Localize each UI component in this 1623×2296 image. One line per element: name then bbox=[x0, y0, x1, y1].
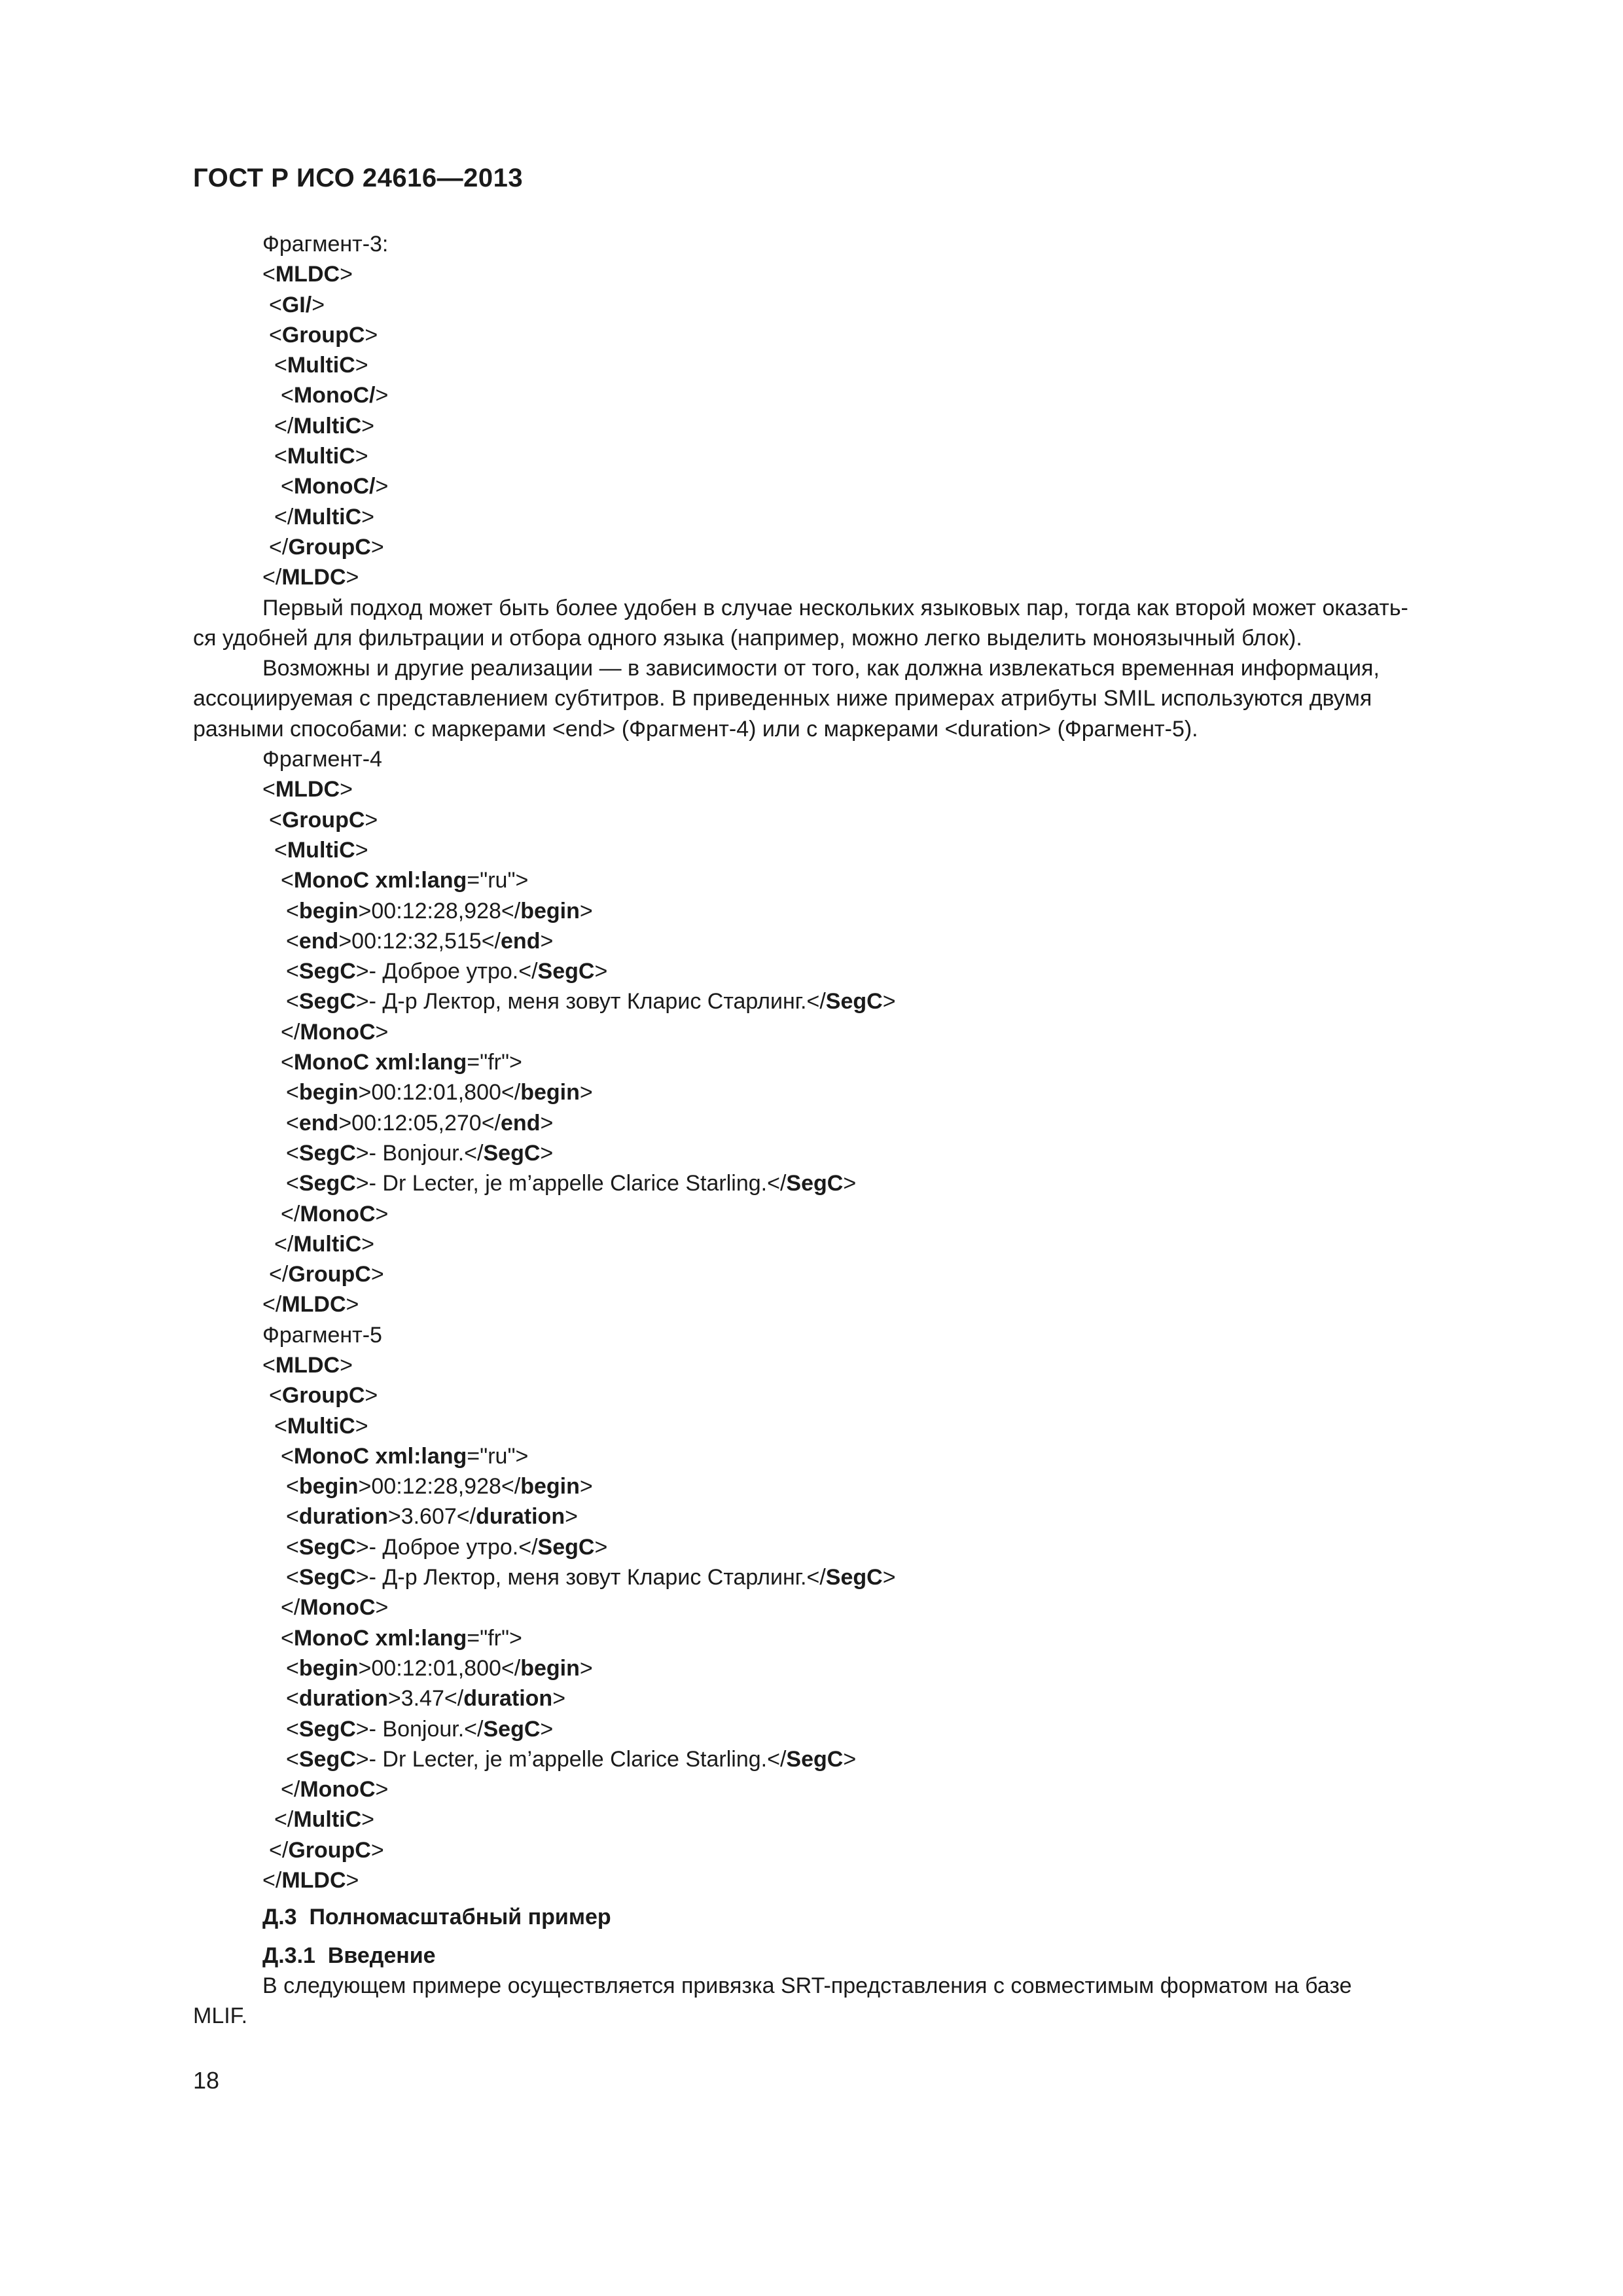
code-punct: </ bbox=[262, 1292, 282, 1318]
code-punct: > bbox=[579, 1080, 593, 1105]
code-punct: </ bbox=[274, 413, 294, 439]
code-tag: SegC bbox=[298, 1716, 356, 1742]
code-punct: < bbox=[281, 868, 294, 893]
code-tag: duration bbox=[298, 1686, 388, 1712]
code-text bbox=[269, 1262, 384, 1287]
code-punct: > bbox=[355, 989, 369, 1014]
code-punct: > bbox=[375, 383, 389, 408]
code-punct: < bbox=[286, 1746, 299, 1772]
code-tag: SegC bbox=[298, 989, 356, 1014]
code-text bbox=[281, 1020, 388, 1045]
code-tag: GroupC bbox=[281, 807, 365, 833]
code-punct: < bbox=[286, 1655, 299, 1681]
code-value: - Dr Lecter, je m’appelle Clarice Starling. bbox=[368, 1746, 768, 1772]
code-tag: MonoC xml:lang bbox=[293, 1625, 467, 1651]
code-punct: < bbox=[269, 1383, 282, 1408]
code-tag: MonoC bbox=[300, 1019, 376, 1045]
code-punct: > bbox=[387, 1504, 401, 1530]
code-punct: < bbox=[286, 1534, 299, 1560]
code-punct: > bbox=[594, 959, 608, 984]
code-punct: < bbox=[281, 383, 294, 408]
code-line bbox=[193, 1774, 1498, 1804]
code-punct: < bbox=[286, 1110, 299, 1136]
code-value: - Доброе утро. bbox=[368, 959, 519, 984]
code-value: - Д-р Лектор, меня зовут Кларис Старлинг. bbox=[368, 1565, 807, 1590]
code-line bbox=[193, 1411, 1498, 1441]
code-punct: > bbox=[355, 1746, 369, 1772]
code-punct: > bbox=[340, 1352, 353, 1378]
code-value: 00:12:28,928 bbox=[371, 898, 501, 924]
code-punct: </ bbox=[456, 1504, 476, 1530]
code-line bbox=[193, 1077, 1498, 1107]
code-text bbox=[281, 1777, 388, 1802]
code-punct: < bbox=[269, 322, 282, 348]
code-tag: MonoC bbox=[300, 1777, 376, 1803]
code-tag: MLDC bbox=[281, 565, 346, 590]
code-tag: GroupC bbox=[288, 1262, 371, 1287]
fragment-label: Фрагмент-3: bbox=[262, 232, 389, 257]
code-punct: > bbox=[375, 1595, 389, 1621]
code-punct: </ bbox=[444, 1686, 464, 1712]
code-tag: SegC bbox=[786, 1746, 844, 1772]
code-line bbox=[193, 380, 1498, 410]
code-punct: < bbox=[281, 1443, 294, 1469]
code-punct: </ bbox=[767, 1746, 787, 1772]
code-tag: duration bbox=[463, 1686, 553, 1712]
code-punct: > bbox=[355, 959, 369, 984]
code-punct: > bbox=[843, 1746, 857, 1772]
code-text bbox=[274, 838, 368, 863]
code-punct: < bbox=[286, 898, 299, 924]
code-value: ="fr"> bbox=[467, 1050, 522, 1075]
code-line bbox=[193, 865, 1498, 895]
code-line bbox=[193, 926, 1498, 956]
code-tag: duration bbox=[476, 1504, 565, 1530]
code-line bbox=[193, 1168, 1498, 1198]
code-tag: begin bbox=[520, 1474, 580, 1499]
code-line bbox=[193, 1501, 1498, 1532]
code-punct: < bbox=[262, 777, 276, 802]
page-number: 18 bbox=[193, 2067, 220, 2094]
code-tag: MultiC bbox=[287, 1413, 355, 1439]
code-line bbox=[193, 1714, 1498, 1744]
code-punct: > bbox=[355, 1716, 369, 1742]
section-heading-d3: Д.3 Полномасштабный пример bbox=[262, 1905, 611, 1930]
code-line bbox=[193, 320, 1498, 350]
code-text bbox=[281, 1595, 388, 1620]
code-line bbox=[193, 1592, 1498, 1623]
code-tag: MonoC xml:lang bbox=[293, 1443, 467, 1469]
code-punct: < bbox=[262, 262, 276, 287]
code-punct: </ bbox=[274, 1231, 294, 1257]
paragraph-2 bbox=[193, 653, 1498, 744]
code-value: ="ru"> bbox=[467, 1443, 529, 1469]
code-tag: MultiC bbox=[287, 444, 355, 469]
code-punct: > bbox=[338, 928, 352, 954]
code-line bbox=[193, 562, 1498, 592]
paragraph-line: ассоциируемая с представлением субтитров. В приведенных ниже примерах атрибуты SMIL используются двумя bbox=[193, 686, 1372, 711]
code-punct: > bbox=[375, 474, 389, 499]
code-text bbox=[274, 1807, 374, 1832]
code-punct: </ bbox=[501, 1080, 521, 1105]
code-punct: > bbox=[340, 777, 353, 802]
code-punct: > bbox=[375, 1201, 389, 1227]
code-punct: </ bbox=[481, 928, 501, 954]
code-punct: > bbox=[340, 262, 353, 287]
code-punct: </ bbox=[281, 1019, 300, 1045]
code-line bbox=[193, 471, 1498, 501]
code-line bbox=[193, 1835, 1498, 1865]
code-line bbox=[193, 411, 1498, 441]
code-value: 00:12:05,270 bbox=[351, 1110, 482, 1136]
code-punct: < bbox=[286, 1474, 299, 1499]
code-punct: < bbox=[286, 1504, 299, 1530]
code-line bbox=[193, 1229, 1498, 1259]
code-tag: begin bbox=[298, 898, 359, 924]
code-line bbox=[193, 1441, 1498, 1471]
code-tag: MLDC bbox=[275, 1352, 340, 1378]
code-value: ="ru"> bbox=[467, 868, 529, 893]
code-punct: </ bbox=[767, 1171, 787, 1196]
code-punct: </ bbox=[269, 534, 289, 560]
code-tag: MultiC bbox=[293, 1807, 362, 1833]
paragraph-line: В следующем примере осуществляется привязка SRT-представления с совместимым форматом на базе bbox=[262, 1973, 1352, 1998]
code-punct: < bbox=[269, 292, 282, 317]
code-value: 3.47 bbox=[401, 1686, 444, 1712]
code-punct: > bbox=[579, 1655, 593, 1681]
code-text bbox=[262, 777, 353, 802]
code-line bbox=[193, 986, 1498, 1016]
document-header: ГОСТ Р ИСО 24616—2013 bbox=[193, 164, 524, 192]
paragraph-line: MLIF. bbox=[193, 2003, 248, 2029]
code-punct: > bbox=[358, 898, 372, 924]
code-text bbox=[262, 1292, 359, 1317]
code-punct: > bbox=[355, 444, 368, 469]
code-punct: > bbox=[355, 1171, 369, 1196]
code-punct: > bbox=[361, 413, 375, 439]
code-line bbox=[193, 956, 1498, 986]
code-punct: < bbox=[281, 1625, 294, 1651]
code-line bbox=[193, 1199, 1498, 1229]
code-line bbox=[193, 774, 1498, 804]
fragment-label: Фрагмент-4 bbox=[262, 747, 382, 772]
code-punct: > bbox=[358, 1080, 372, 1105]
code-punct: </ bbox=[501, 898, 521, 924]
code-punct: < bbox=[286, 928, 299, 954]
code-line bbox=[193, 1562, 1498, 1592]
code-line bbox=[193, 1532, 1498, 1562]
code-tag: MLDC bbox=[275, 777, 340, 802]
code-tag: MonoC/ bbox=[293, 474, 376, 499]
code-punct: </ bbox=[274, 1807, 294, 1833]
code-line bbox=[193, 1138, 1498, 1168]
code-line bbox=[193, 441, 1498, 471]
code-value: 00:12:01,800 bbox=[371, 1655, 501, 1681]
code-line bbox=[193, 1744, 1498, 1774]
code-punct: > bbox=[365, 1383, 378, 1408]
code-tag: MultiC bbox=[293, 504, 362, 529]
code-punct: > bbox=[361, 1807, 375, 1833]
code-punct: < bbox=[286, 959, 299, 984]
code-punct: > bbox=[346, 1868, 359, 1893]
code-punct: < bbox=[286, 1140, 299, 1166]
code-text bbox=[274, 1232, 374, 1257]
code-punct: > bbox=[355, 1413, 368, 1439]
code-punct: > bbox=[355, 1565, 369, 1590]
code-punct: < bbox=[262, 1352, 276, 1378]
code-tag: GroupC bbox=[288, 1837, 371, 1863]
code-punct: </ bbox=[262, 1868, 282, 1893]
code-punct: < bbox=[274, 837, 287, 863]
code-tag: MultiC bbox=[287, 353, 355, 378]
code-punct: < bbox=[274, 1413, 287, 1439]
code-text bbox=[281, 1202, 388, 1227]
code-line bbox=[193, 1380, 1498, 1410]
code-tag: SegC bbox=[298, 959, 356, 984]
code-tag: begin bbox=[298, 1080, 359, 1105]
code-line bbox=[193, 1653, 1498, 1683]
code-line bbox=[193, 805, 1498, 835]
code-punct: > bbox=[882, 989, 896, 1014]
code-punct: > bbox=[312, 292, 325, 317]
code-tag: MultiC bbox=[293, 1231, 362, 1257]
code-punct: > bbox=[346, 565, 359, 590]
code-value: - Bonjour. bbox=[368, 1716, 465, 1742]
code-value: 00:12:32,515 bbox=[351, 928, 482, 954]
code-punct: </ bbox=[806, 1565, 826, 1590]
code-text bbox=[269, 808, 378, 833]
fragment-4 bbox=[193, 744, 1498, 1320]
code-punct: < bbox=[286, 1716, 299, 1742]
code-tag: SegC bbox=[298, 1534, 356, 1560]
code-tag: GroupC bbox=[288, 534, 371, 560]
code-value: - Доброе утро. bbox=[368, 1534, 519, 1560]
code-punct: > bbox=[361, 504, 375, 529]
code-punct: < bbox=[281, 474, 294, 499]
code-punct: > bbox=[882, 1565, 896, 1590]
code-punct: < bbox=[274, 353, 287, 378]
code-line bbox=[193, 1865, 1498, 1895]
code-punct: > bbox=[370, 1837, 384, 1863]
code-tag: begin bbox=[298, 1474, 359, 1499]
code-tag: GI/ bbox=[281, 292, 312, 317]
code-line bbox=[193, 835, 1498, 865]
code-tag: begin bbox=[520, 1080, 580, 1105]
code-punct: </ bbox=[518, 1534, 538, 1560]
code-punct: > bbox=[375, 1777, 389, 1803]
section-heading-d31: Д.3.1 Введение bbox=[262, 1943, 436, 1968]
code-line bbox=[193, 1108, 1498, 1138]
code-tag: begin bbox=[520, 898, 580, 924]
code-tag: SegC bbox=[537, 959, 595, 984]
code-tag: duration bbox=[298, 1504, 388, 1530]
code-punct: > bbox=[346, 1292, 359, 1318]
code-tag: SegC bbox=[298, 1171, 356, 1196]
code-punct: </ bbox=[269, 1262, 289, 1287]
code-tag: end bbox=[501, 928, 541, 954]
code-tag: MLDC bbox=[281, 1868, 346, 1893]
code-punct: </ bbox=[464, 1140, 484, 1166]
code-tag: MonoC/ bbox=[293, 383, 376, 408]
code-line bbox=[193, 1471, 1498, 1501]
code-punct: < bbox=[286, 1080, 299, 1105]
code-punct: < bbox=[286, 989, 299, 1014]
code-punct: > bbox=[355, 1534, 369, 1560]
code-punct: > bbox=[370, 1262, 384, 1287]
code-punct: </ bbox=[806, 989, 826, 1014]
paragraph-line: ся удобней для фильтрации и отбора одного языка (например, можно легко выделить моноязычный блок). bbox=[193, 625, 1302, 651]
code-punct: > bbox=[355, 1140, 369, 1166]
code-tag: SegC bbox=[298, 1565, 356, 1590]
paragraph-3 bbox=[193, 1971, 1498, 2032]
fragment-3 bbox=[193, 229, 1498, 593]
code-punct: > bbox=[540, 1140, 554, 1166]
code-value: 00:12:01,800 bbox=[371, 1080, 501, 1105]
code-punct: < bbox=[269, 807, 282, 833]
code-tag: MonoC xml:lang bbox=[293, 1050, 467, 1075]
code-punct: > bbox=[387, 1686, 401, 1712]
code-punct: </ bbox=[281, 1777, 300, 1803]
code-line bbox=[193, 1623, 1498, 1653]
code-punct: < bbox=[286, 1686, 299, 1712]
code-line bbox=[193, 350, 1498, 380]
code-tag: SegC bbox=[298, 1746, 356, 1772]
code-line bbox=[193, 1350, 1498, 1380]
code-line bbox=[193, 1259, 1498, 1289]
code-value: - Dr Lecter, je m’appelle Clarice Starling. bbox=[368, 1171, 768, 1196]
code-punct: > bbox=[552, 1686, 566, 1712]
code-punct: > bbox=[579, 898, 593, 924]
paragraph-1 bbox=[193, 593, 1498, 654]
code-punct: < bbox=[286, 1565, 299, 1590]
code-punct: < bbox=[281, 1050, 294, 1075]
code-punct: < bbox=[286, 1171, 299, 1196]
document-body bbox=[193, 229, 1498, 2032]
code-punct: > bbox=[579, 1474, 593, 1499]
code-punct: > bbox=[843, 1171, 857, 1196]
code-tag: MonoC xml:lang bbox=[293, 868, 467, 893]
code-text bbox=[269, 1838, 384, 1863]
code-punct: < bbox=[274, 444, 287, 469]
code-punct: > bbox=[338, 1110, 352, 1136]
paragraph-line: разными способами: с маркерами <end> (Фрагмент-4) или с маркерами <duration> (Фрагмент-5). bbox=[193, 716, 1198, 742]
code-tag: MLDC bbox=[275, 262, 340, 287]
code-tag: end bbox=[298, 928, 339, 954]
code-tag: SegC bbox=[298, 1140, 356, 1166]
code-line bbox=[193, 1289, 1498, 1319]
code-text bbox=[274, 1414, 368, 1439]
code-punct: </ bbox=[281, 1201, 300, 1227]
code-text bbox=[262, 1353, 353, 1378]
code-tag: MLDC bbox=[281, 1292, 346, 1318]
code-punct: > bbox=[540, 928, 554, 954]
code-punct: </ bbox=[464, 1716, 484, 1742]
code-punct: </ bbox=[518, 959, 538, 984]
code-tag: SegC bbox=[483, 1140, 541, 1166]
code-tag: SegC bbox=[786, 1171, 844, 1196]
code-line bbox=[193, 1683, 1498, 1713]
code-tag: SegC bbox=[537, 1534, 595, 1560]
code-punct: </ bbox=[269, 1837, 289, 1863]
code-punct: > bbox=[358, 1655, 372, 1681]
code-line bbox=[193, 290, 1498, 320]
code-punct: > bbox=[540, 1716, 554, 1742]
code-value: 3.607 bbox=[401, 1504, 457, 1530]
code-punct: > bbox=[355, 353, 368, 378]
paragraph-line: Первый подход может быть более удобен в случае нескольких языковых пар, тогда как второй может оказать- bbox=[262, 595, 1408, 620]
code-punct: > bbox=[358, 1474, 372, 1499]
code-text bbox=[262, 1868, 359, 1893]
code-punct: </ bbox=[262, 565, 282, 590]
code-tag: end bbox=[298, 1110, 339, 1136]
code-line bbox=[193, 532, 1498, 562]
code-punct: > bbox=[594, 1534, 608, 1560]
paragraph-line: Возможны и другие реализации — в зависимости от того, как должна извлекаться временная информация, bbox=[262, 656, 1380, 681]
code-tag: MonoC bbox=[300, 1595, 376, 1621]
code-tag: begin bbox=[298, 1655, 359, 1681]
code-tag: MultiC bbox=[287, 837, 355, 863]
fragment-label: Фрагмент-5 bbox=[262, 1322, 382, 1348]
code-punct: </ bbox=[501, 1655, 521, 1681]
code-line bbox=[193, 1804, 1498, 1835]
code-value: - Д-р Лектор, меня зовут Кларис Старлинг. bbox=[368, 989, 807, 1014]
code-tag: MonoC bbox=[300, 1201, 376, 1227]
code-punct: > bbox=[365, 807, 378, 833]
code-text bbox=[269, 1383, 378, 1408]
code-punct: > bbox=[375, 1019, 389, 1045]
code-punct: </ bbox=[501, 1474, 521, 1499]
code-punct: </ bbox=[281, 1595, 300, 1621]
code-tag: SegC bbox=[825, 989, 883, 1014]
code-punct: </ bbox=[274, 504, 294, 529]
code-value: ="fr"> bbox=[467, 1625, 522, 1651]
code-punct: </ bbox=[481, 1110, 501, 1136]
code-line bbox=[193, 259, 1498, 289]
code-punct: > bbox=[365, 322, 378, 348]
code-tag: end bbox=[501, 1110, 541, 1136]
code-punct: > bbox=[370, 534, 384, 560]
fragment-5 bbox=[193, 1320, 1498, 1896]
code-line bbox=[193, 1047, 1498, 1077]
code-punct: > bbox=[540, 1110, 554, 1136]
code-tag: SegC bbox=[825, 1565, 883, 1590]
code-line bbox=[193, 502, 1498, 532]
code-value: 00:12:28,928 bbox=[371, 1474, 501, 1499]
code-punct: > bbox=[565, 1504, 578, 1530]
code-tag: GroupC bbox=[281, 322, 365, 348]
code-tag: GroupC bbox=[281, 1383, 365, 1408]
code-tag: MultiC bbox=[293, 413, 362, 439]
code-punct: > bbox=[355, 837, 368, 863]
code-line bbox=[193, 1017, 1498, 1047]
code-tag: SegC bbox=[483, 1716, 541, 1742]
code-line bbox=[193, 896, 1498, 926]
code-punct: > bbox=[361, 1231, 375, 1257]
code-value: - Bonjour. bbox=[368, 1140, 465, 1166]
code-tag: begin bbox=[520, 1655, 580, 1681]
